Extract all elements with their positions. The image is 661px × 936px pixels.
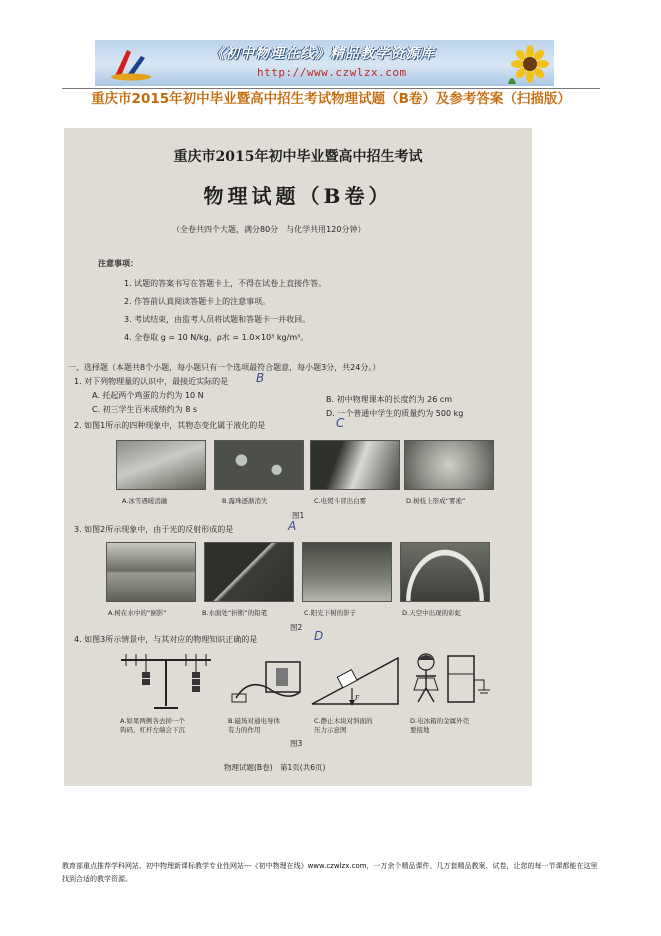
- question-3-stem: 3. 如图2所示现象中，由于光的反射形成的是: [74, 525, 234, 534]
- figure-caption: D.电冰箱的金属外壳: [410, 717, 470, 725]
- magnet-circuit-diagram: [228, 658, 308, 708]
- notice-heading: 注意事项：: [98, 259, 138, 268]
- lever-diagram: [116, 650, 216, 710]
- photo-pencil-in-water: [204, 542, 294, 602]
- site-logo-icon: [107, 46, 153, 82]
- photo-steam-iron: [310, 440, 400, 490]
- figure-caption: A.如果两侧各去掉一个: [120, 717, 185, 725]
- option: A. 托起两个鸡蛋的力约为 10 N: [92, 391, 204, 400]
- header-divider: [62, 88, 600, 89]
- exam-title: 物理试题（B卷）: [203, 184, 393, 208]
- question-4-answer: D: [314, 629, 324, 643]
- photo-dew-drops: [214, 440, 304, 490]
- question-2-stem: 2. 如图1所示的四种现象中，其物态变化属于液化的是: [74, 421, 266, 430]
- figure-label: 图2: [290, 623, 303, 632]
- figure-caption: A.冰雪遇暖消融: [122, 497, 168, 505]
- figure-caption: C.电熨斗冒出白雾: [314, 497, 367, 505]
- notice-item: 3. 考试结束，由监考人员将试题和答题卡一并收回。: [124, 315, 311, 324]
- question-4-stem: 4. 如图3所示情景中，与其对应的物理知识正确的是: [74, 635, 258, 644]
- photo-rainbow: [400, 542, 490, 602]
- site-banner: [95, 40, 554, 86]
- figure-caption: C.静止木块对斜面的: [314, 717, 373, 725]
- exam-subtitle: （全卷共四个大题，满分80分 与化学共用120分钟）: [172, 225, 366, 234]
- question-1-answer: B: [256, 371, 265, 385]
- sunflower-icon: [502, 44, 550, 84]
- option: B. 初中物理课本的长度约为 26 cm: [326, 395, 453, 404]
- notice-item: 1. 试题的答案书写在答题卡上，不得在试卷上直接作答。: [124, 279, 327, 288]
- banner-title: 《初中物理在线》精品教学资源库: [210, 46, 435, 62]
- figure-caption: A.树在水中的“倒影”: [108, 609, 167, 617]
- notice-item: 4. 全卷取 g = 10 N/kg，ρ水 = 1.0×10³ kg/m³。: [124, 333, 309, 342]
- refrigerator-grounding-diagram: [404, 650, 494, 708]
- banner-url[interactable]: http://www.czwlzx.com: [257, 66, 407, 79]
- option: D. 一个普通中学生的质量约为 500 kg: [326, 409, 464, 418]
- photo-ice-melting: [116, 440, 206, 490]
- notice-item: 2. 作答前认真阅读答题卡上的注意事项。: [124, 297, 271, 306]
- figure-caption: 有力的作用: [228, 726, 261, 734]
- question-1-stem: 1. 对下列物理量的认识中，最接近实际的是: [74, 377, 229, 386]
- figure-caption: B.露珠逐渐消失: [222, 497, 268, 505]
- section-heading: 一、选择题（本题共8个小题，每小题只有一个选项最符合题意，每小题3分，共24分。）: [68, 363, 381, 372]
- figure-caption: B.水面处“折断”的铅笔: [202, 609, 268, 617]
- figure-caption: 要接地: [410, 726, 430, 734]
- figure-caption: 钩码，杠杆左端会下沉: [120, 726, 185, 734]
- option: C. 初三学生百米成绩约为 8 s: [92, 405, 198, 414]
- page-footer: 教育部重点推荐学科网站、初中物理新课标教学专业性网站---《初中物理在线》www.czwlzx.com，一万余个精品课件、几万套精品教案、试卷，让您的每一节课都能在这里找到合适的教学资源。: [62, 862, 598, 883]
- scanned-exam-page: [64, 128, 532, 786]
- exam-page-footer: 物理试题(B卷) 第1页(共6页): [224, 763, 326, 772]
- figure-label: 图3: [290, 739, 303, 748]
- figure-label: 图1: [292, 511, 305, 520]
- figure-caption: D.树枝上形成“雾凇”: [406, 497, 466, 505]
- photo-tree-shadows: [302, 542, 392, 602]
- figure-caption: B.磁场对通电导体: [228, 717, 281, 725]
- incline-force-diagram: [310, 652, 400, 708]
- svg-text:F: F: [355, 694, 360, 702]
- photo-tree-reflection: [106, 542, 196, 602]
- exam-header: 重庆市2015年初中毕业暨高中招生考试: [173, 149, 423, 165]
- figure-caption: C.阳光下树的影子: [304, 609, 357, 617]
- figure-caption: D.天空中出现的彩虹: [402, 609, 462, 617]
- photo-frosted-branches: [404, 440, 494, 490]
- document-title: 重庆市2015年初中毕业暨高中招生考试物理试题（B卷）及参考答案（扫描版）: [91, 91, 571, 107]
- question-2-answer: C: [336, 416, 345, 430]
- figure-caption: 压力示意图: [314, 726, 347, 734]
- question-3-answer: A: [288, 519, 297, 533]
